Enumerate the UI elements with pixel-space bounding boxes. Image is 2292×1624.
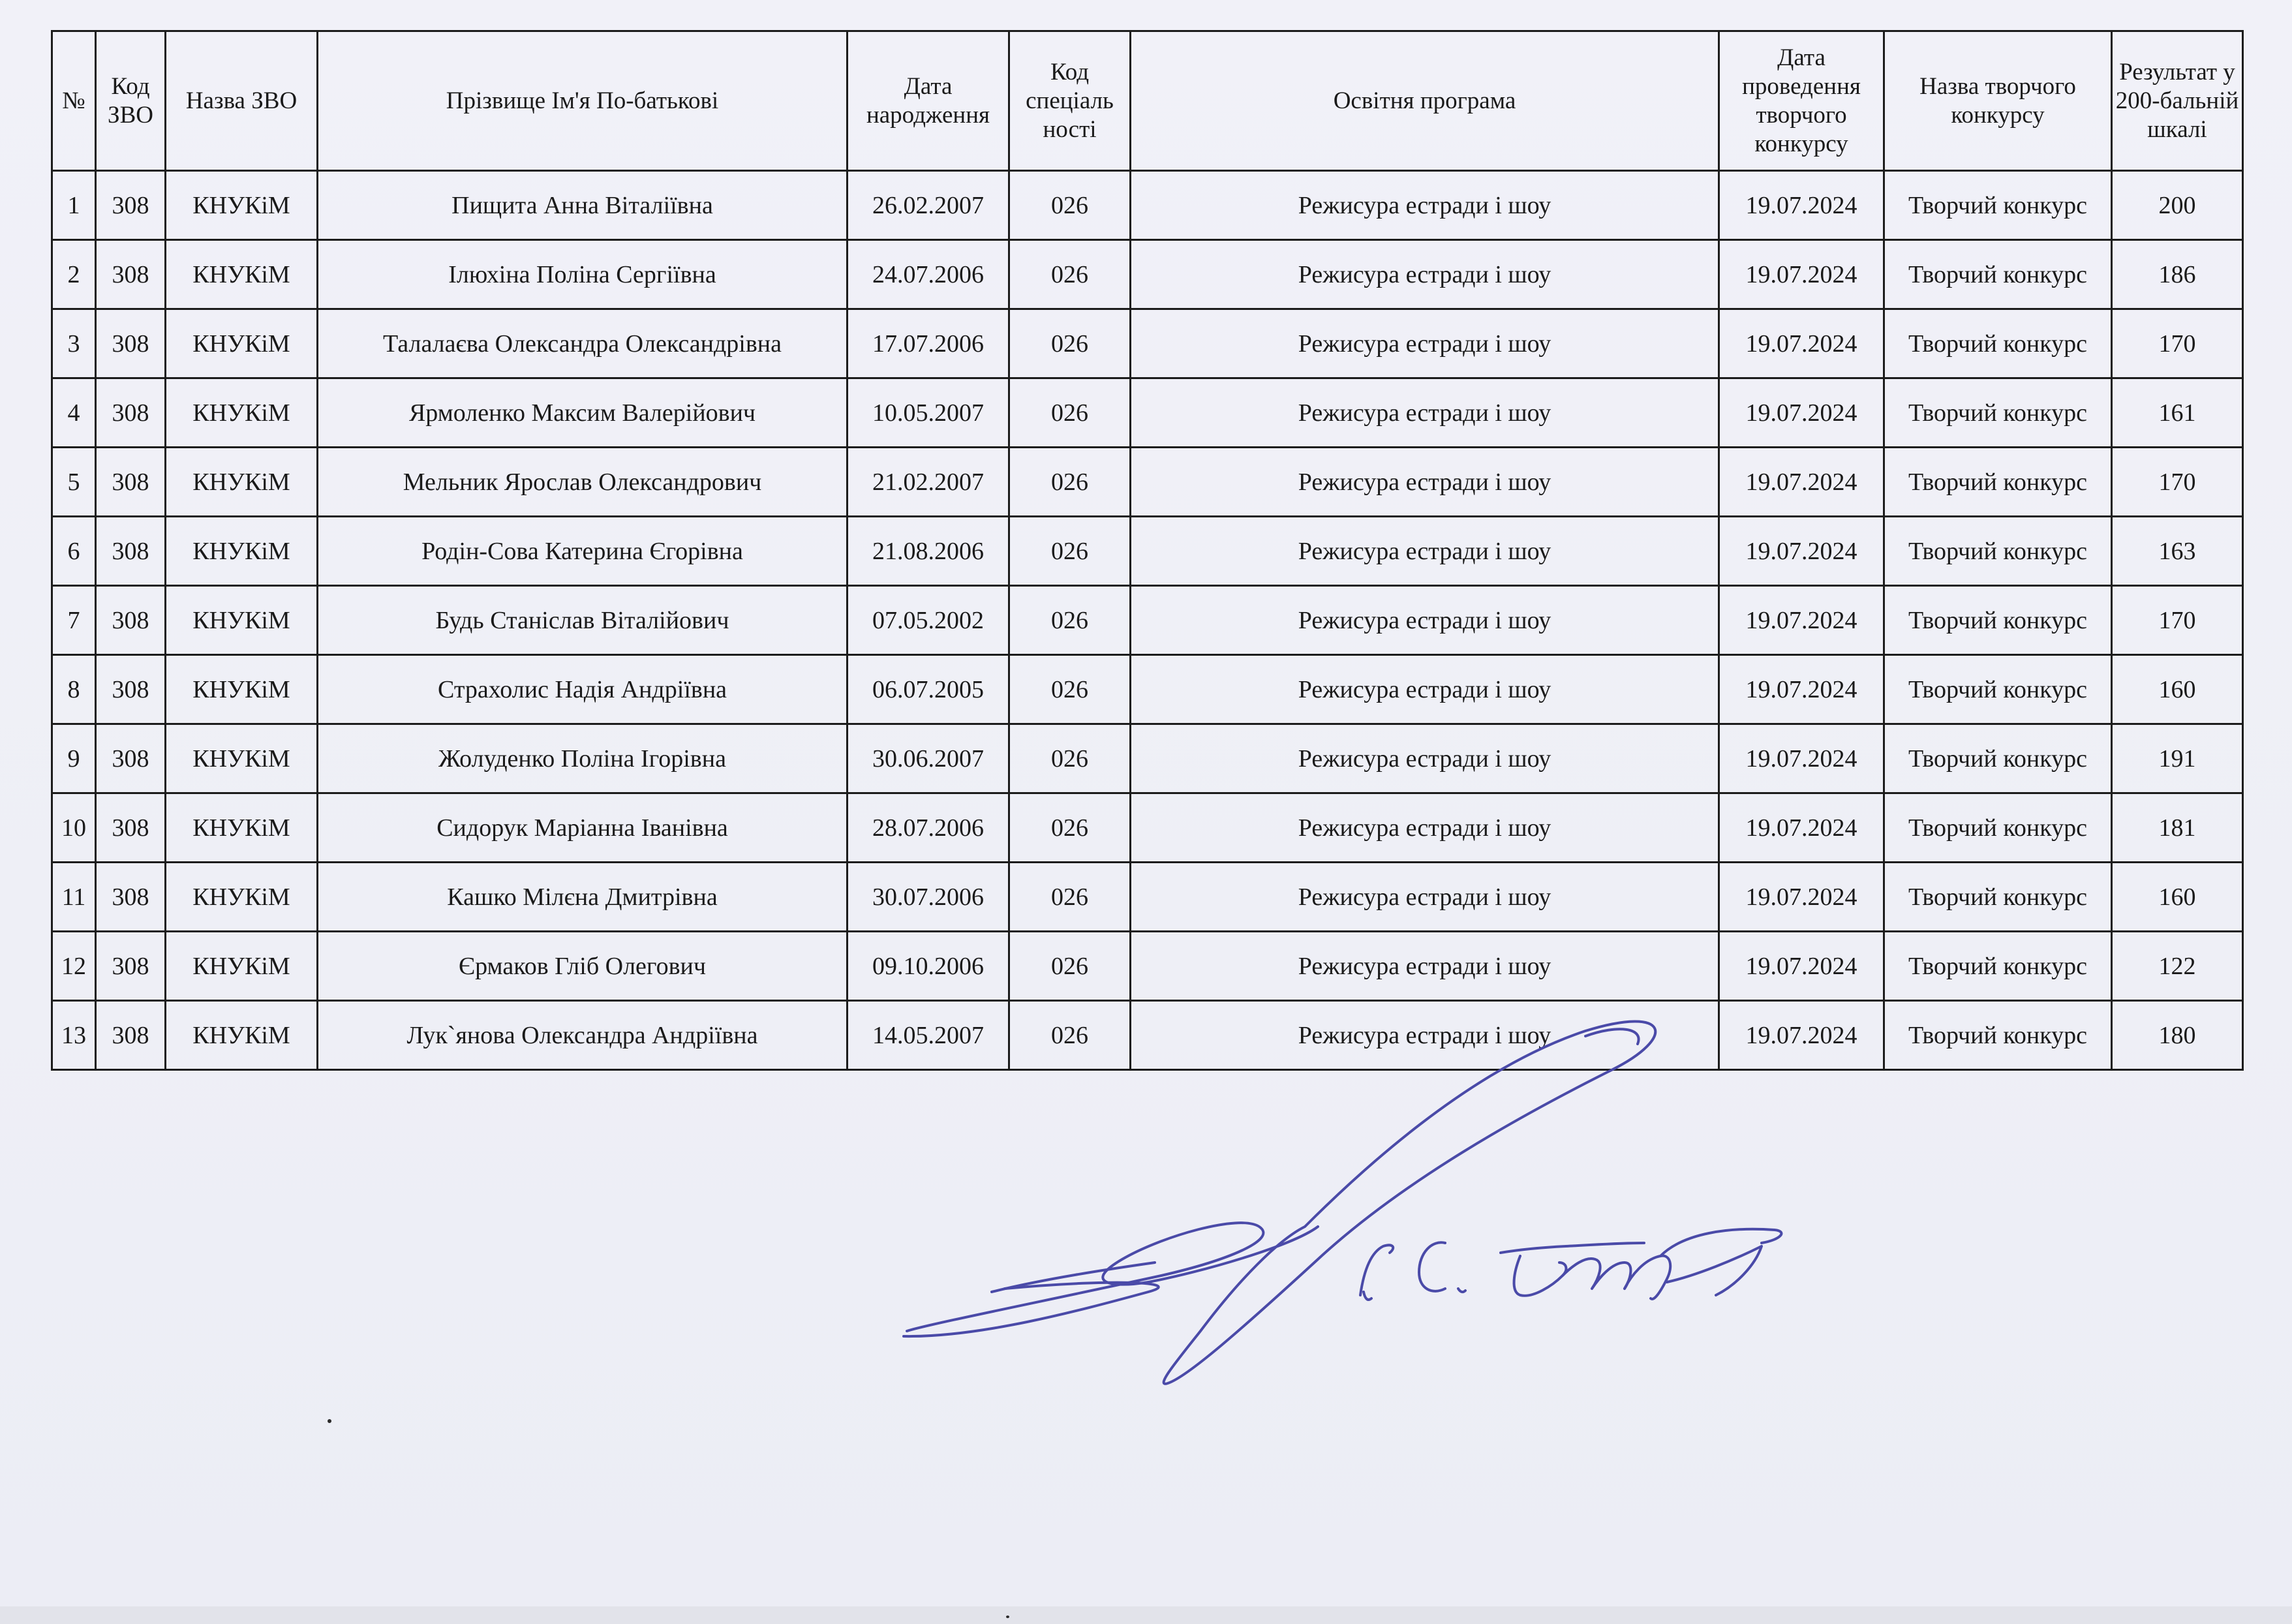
- cell-full-name: Ілюхіна Поліна Сергіївна: [318, 240, 848, 309]
- cell-zvo-code: 308: [96, 793, 166, 863]
- cell-contest-name: Творчий конкурс: [1884, 240, 2112, 309]
- cell-full-name: Талалаєва Олександра Олександрівна: [318, 309, 848, 378]
- cell-zvo-code: 308: [96, 171, 166, 240]
- cell-full-name: Єрмаков Гліб Олегович: [318, 932, 848, 1001]
- cell-contest-name: Творчий конкурс: [1884, 448, 2112, 517]
- cell-num: 13: [52, 1001, 96, 1070]
- cell-program: Режисура естради і шоу: [1131, 1001, 1719, 1070]
- cell-specialty-code: 026: [1009, 724, 1131, 793]
- cell-contest-name: Творчий конкурс: [1884, 863, 2112, 932]
- cell-score: 186: [2112, 240, 2243, 309]
- cell-birth-date: 21.02.2007: [848, 448, 1009, 517]
- cell-contest-date: 19.07.2024: [1719, 932, 1884, 1001]
- header-zvo-name: Назва ЗВО: [166, 31, 318, 171]
- cell-contest-date: 19.07.2024: [1719, 240, 1884, 309]
- cell-contest-name: Творчий конкурс: [1884, 378, 2112, 448]
- cell-score: 200: [2112, 171, 2243, 240]
- cell-score: 191: [2112, 724, 2243, 793]
- cell-program: Режисура естради і шоу: [1131, 724, 1719, 793]
- cell-zvo-code: 308: [96, 378, 166, 448]
- cell-specialty-code: 026: [1009, 1001, 1131, 1070]
- table-row: [52, 378, 2243, 448]
- cell-contest-name: Творчий конкурс: [1884, 793, 2112, 863]
- cell-specialty-code: 026: [1009, 863, 1131, 932]
- cell-contest-name: Творчий конкурс: [1884, 932, 2112, 1001]
- table-row: [52, 586, 2243, 655]
- cell-birth-date: 07.05.2002: [848, 586, 1009, 655]
- table-row: [52, 793, 2243, 863]
- cell-program: Режисура естради і шоу: [1131, 586, 1719, 655]
- cell-num: 1: [52, 171, 96, 240]
- cell-zvo-name: КНУКіМ: [166, 932, 318, 1001]
- cell-num: 7: [52, 586, 96, 655]
- cell-contest-name: Творчий конкурс: [1884, 655, 2112, 724]
- cell-birth-date: 17.07.2006: [848, 309, 1009, 378]
- cell-zvo-name: КНУКіМ: [166, 793, 318, 863]
- cell-specialty-code: 026: [1009, 932, 1131, 1001]
- cell-zvo-name: КНУКіМ: [166, 655, 318, 724]
- cell-score: 170: [2112, 309, 2243, 378]
- table-row: [52, 655, 2243, 724]
- cell-zvo-code: 308: [96, 932, 166, 1001]
- cell-program: Режисура естради і шоу: [1131, 517, 1719, 586]
- cell-full-name: Сидорук Маріанна Іванівна: [318, 793, 848, 863]
- cell-contest-date: 19.07.2024: [1719, 863, 1884, 932]
- cell-specialty-code: 026: [1009, 171, 1131, 240]
- header-score: Результат у 200-бальній шкалі: [2112, 31, 2243, 171]
- cell-num: 6: [52, 517, 96, 586]
- table-row: [52, 724, 2243, 793]
- cell-birth-date: 21.08.2006: [848, 517, 1009, 586]
- header-birth-date: Дата народження: [848, 31, 1009, 171]
- cell-contest-date: 19.07.2024: [1719, 655, 1884, 724]
- header-contest-date: Дата проведення творчого конкурсу: [1719, 31, 1884, 171]
- cell-birth-date: 30.07.2006: [848, 863, 1009, 932]
- cell-program: Режисура естради і шоу: [1131, 378, 1719, 448]
- table-row: [52, 240, 2243, 309]
- cell-zvo-name: КНУКіМ: [166, 724, 318, 793]
- table-row: [52, 932, 2243, 1001]
- scan-speck: [328, 1419, 331, 1423]
- cell-contest-date: 19.07.2024: [1719, 1001, 1884, 1070]
- cell-num: 4: [52, 378, 96, 448]
- cell-specialty-code: 026: [1009, 309, 1131, 378]
- cell-score: 170: [2112, 586, 2243, 655]
- cell-contest-date: 19.07.2024: [1719, 448, 1884, 517]
- cell-birth-date: 06.07.2005: [848, 655, 1009, 724]
- cell-specialty-code: 026: [1009, 586, 1131, 655]
- header-contest-name: Назва творчого конкурсу: [1884, 31, 2112, 171]
- cell-full-name: Кашко Мілєна Дмитрівна: [318, 863, 848, 932]
- cell-contest-name: Творчий конкурс: [1884, 309, 2112, 378]
- cell-full-name: Будь Станіслав Віталійович: [318, 586, 848, 655]
- cell-num: 11: [52, 863, 96, 932]
- cell-program: Режисура естради і шоу: [1131, 793, 1719, 863]
- cell-zvo-code: 308: [96, 724, 166, 793]
- cell-full-name: Страхолис Надія Андріївна: [318, 655, 848, 724]
- table-row: [52, 309, 2243, 378]
- cell-contest-name: Творчий конкурс: [1884, 1001, 2112, 1070]
- cell-zvo-code: 308: [96, 655, 166, 724]
- table-row: [52, 517, 2243, 586]
- header-zvo-code: Код ЗВО: [96, 31, 166, 171]
- scan-speck: [1006, 1616, 1009, 1618]
- cell-zvo-name: КНУКіМ: [166, 171, 318, 240]
- table-row: [52, 863, 2243, 932]
- cell-birth-date: 26.02.2007: [848, 171, 1009, 240]
- cell-full-name: Жолуденко Поліна Ігорівна: [318, 724, 848, 793]
- cell-birth-date: 10.05.2007: [848, 378, 1009, 448]
- cell-contest-name: Творчий конкурс: [1884, 724, 2112, 793]
- cell-birth-date: 09.10.2006: [848, 932, 1009, 1001]
- cell-full-name: Родін-Сова Катерина Єгорівна: [318, 517, 848, 586]
- cell-specialty-code: 026: [1009, 517, 1131, 586]
- cell-zvo-code: 308: [96, 1001, 166, 1070]
- results-table: [51, 30, 2244, 1071]
- cell-contest-date: 19.07.2024: [1719, 517, 1884, 586]
- cell-program: Режисура естради і шоу: [1131, 171, 1719, 240]
- cell-specialty-code: 026: [1009, 240, 1131, 309]
- cell-birth-date: 24.07.2006: [848, 240, 1009, 309]
- cell-num: 10: [52, 793, 96, 863]
- cell-zvo-code: 308: [96, 240, 166, 309]
- cell-zvo-name: КНУКіМ: [166, 378, 318, 448]
- cell-zvo-code: 308: [96, 517, 166, 586]
- cell-contest-date: 19.07.2024: [1719, 309, 1884, 378]
- cell-zvo-name: КНУКіМ: [166, 309, 318, 378]
- cell-num: 8: [52, 655, 96, 724]
- cell-zvo-code: 308: [96, 863, 166, 932]
- header-full-name: Прізвище Ім'я По-батькові: [318, 31, 848, 171]
- cell-num: 9: [52, 724, 96, 793]
- cell-num: 12: [52, 932, 96, 1001]
- cell-zvo-name: КНУКіМ: [166, 1001, 318, 1070]
- cell-specialty-code: 026: [1009, 448, 1131, 517]
- cell-full-name: Мельник Ярослав Олександрович: [318, 448, 848, 517]
- header-specialty-code: Код спеціаль ності: [1009, 31, 1131, 171]
- cell-program: Режисура естради і шоу: [1131, 309, 1719, 378]
- cell-num: 3: [52, 309, 96, 378]
- cell-num: 2: [52, 240, 96, 309]
- cell-zvo-name: КНУКіМ: [166, 517, 318, 586]
- cell-score: 160: [2112, 863, 2243, 932]
- scan-edge: [0, 1606, 2292, 1624]
- cell-full-name: Лук`янова Олександра Андріївна: [318, 1001, 848, 1070]
- cell-zvo-name: КНУКіМ: [166, 863, 318, 932]
- cell-program: Режисура естради і шоу: [1131, 448, 1719, 517]
- cell-contest-date: 19.07.2024: [1719, 724, 1884, 793]
- cell-contest-name: Творчий конкурс: [1884, 171, 2112, 240]
- cell-score: 181: [2112, 793, 2243, 863]
- cell-zvo-code: 308: [96, 309, 166, 378]
- cell-contest-date: 19.07.2024: [1719, 586, 1884, 655]
- cell-specialty-code: 026: [1009, 793, 1131, 863]
- table-row: [52, 448, 2243, 517]
- cell-birth-date: 28.07.2006: [848, 793, 1009, 863]
- cell-specialty-code: 026: [1009, 655, 1131, 724]
- cell-program: Режисура естради і шоу: [1131, 863, 1719, 932]
- cell-contest-date: 19.07.2024: [1719, 171, 1884, 240]
- cell-score: 122: [2112, 932, 2243, 1001]
- cell-zvo-name: КНУКіМ: [166, 240, 318, 309]
- cell-contest-name: Творчий конкурс: [1884, 586, 2112, 655]
- cell-zvo-name: КНУКіМ: [166, 448, 318, 517]
- cell-program: Режисура естради і шоу: [1131, 240, 1719, 309]
- cell-num: 5: [52, 448, 96, 517]
- table-row: [52, 171, 2243, 240]
- cell-specialty-code: 026: [1009, 378, 1131, 448]
- cell-zvo-name: КНУКіМ: [166, 586, 318, 655]
- cell-contest-date: 19.07.2024: [1719, 378, 1884, 448]
- cell-score: 163: [2112, 517, 2243, 586]
- table-row: [52, 1001, 2243, 1070]
- header-program: Освітня програма: [1131, 31, 1719, 171]
- cell-score: 180: [2112, 1001, 2243, 1070]
- cell-program: Режисура естради і шоу: [1131, 655, 1719, 724]
- cell-birth-date: 14.05.2007: [848, 1001, 1009, 1070]
- cell-score: 160: [2112, 655, 2243, 724]
- cell-score: 161: [2112, 378, 2243, 448]
- cell-full-name: Ярмоленко Максим Валерійович: [318, 378, 848, 448]
- cell-contest-date: 19.07.2024: [1719, 793, 1884, 863]
- table-body: [52, 171, 2243, 1070]
- cell-contest-name: Творчий конкурс: [1884, 517, 2112, 586]
- table-header-row: [52, 31, 2243, 171]
- cell-score: 170: [2112, 448, 2243, 517]
- cell-zvo-code: 308: [96, 448, 166, 517]
- cell-zvo-code: 308: [96, 586, 166, 655]
- cell-full-name: Пищита Анна Віталіївна: [318, 171, 848, 240]
- header-num: №: [52, 31, 96, 171]
- cell-program: Режисура естради і шоу: [1131, 932, 1719, 1001]
- cell-birth-date: 30.06.2007: [848, 724, 1009, 793]
